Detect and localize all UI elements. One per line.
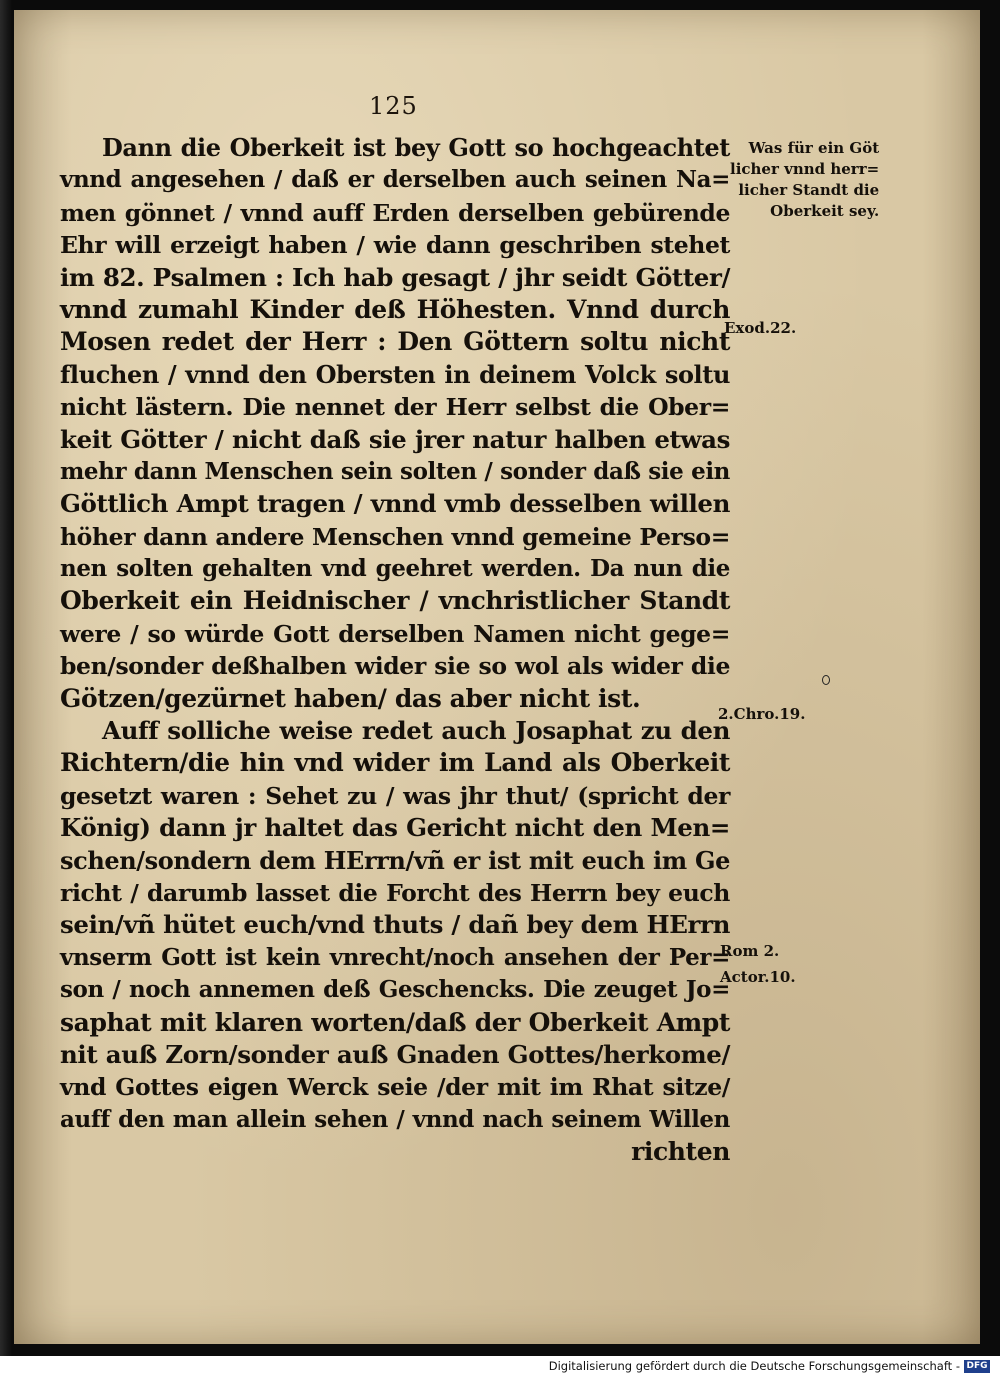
book-page [14, 10, 980, 1344]
margin-note-line: Rom 2. [720, 942, 780, 960]
body-text [60, 132, 730, 1169]
ink-speck [822, 675, 830, 685]
text-line: Richtern/die hin vnd wider im Land als Oberkeit [60, 748, 730, 778]
scan-edge [0, 0, 12, 1356]
text-line: richt / darumb lasset die Forcht des Herrn bey euch [60, 878, 730, 907]
text-line: son / noch annemen deß Geschencks. Die zeuget Jo= [60, 976, 730, 1004]
text-line: nen solten gehalten vnd geehret werden. Da nun die [60, 555, 730, 583]
text-line: vnserm Gott ist kein vnrecht/noch ansehen der Per= [60, 943, 730, 971]
margin-note-rom [720, 938, 796, 990]
text-line: vnnd zumahl Kinder deß Höhesten. Vnnd durch [60, 294, 730, 324]
text-line: vnd Gottes eigen Werck seie /der mit im Rhat sitze/ [60, 1073, 730, 1102]
margin-note-line: Oberkeit sey. [770, 202, 880, 220]
margin-note-standt [730, 138, 879, 222]
text-line: Oberkeit ein Heidnischer / vnchristlicher Standt [60, 586, 730, 616]
text-line: saphat mit klaren worten/daß der Oberkeit Ampt [60, 1007, 730, 1037]
margin-note-line: licher vnnd herr= [730, 160, 880, 178]
text-line: fluchen / vnnd den Obersten in deinem Volck soltu [60, 359, 730, 389]
text-line: men gönnet / vnnd auff Erden derselben gebürende [60, 198, 730, 227]
text-line: ben/sonder deßhalben wider sie so wol als wider die [60, 652, 730, 681]
text-line: vnnd angesehen / daß er derselben auch seinen Na= [60, 166, 730, 194]
text-line: Göttlich Ampt tragen / vnnd vmb desselben willen [60, 489, 730, 519]
text-line: höher dann andere Menschen vnnd gemeine Perso= [60, 522, 730, 551]
text-line: schen/sondern dem HErrn/vñ er ist mit euch im Ge [60, 845, 730, 875]
text-line: König) dann jr haltet das Gericht nicht den Men= [60, 813, 730, 843]
dfg-logo: DFG [964, 1360, 990, 1373]
text-line: sein/vñ hütet euch/vnd thuts / dañ bey dem HErrn [60, 910, 730, 940]
text-line: nicht lästern. Die nennet der Herr selbst die Ober= [60, 393, 730, 422]
text-line: Ehr will erzeigt haben / wie dann geschriben stehet [60, 231, 730, 260]
margin-note-exod: Exod.22. [724, 319, 797, 337]
page-number: 125 [369, 92, 418, 120]
text-line: gesetzt waren : Sehet zu / was jhr thut/ (spricht der [60, 781, 730, 810]
text-line: mehr dann Menschen sein solten / sonder daß sie ein [60, 457, 730, 485]
margin-note-line: Actor.10. [720, 968, 796, 986]
text-line: Mosen redet der Herr : Den Göttern soltu nicht [60, 327, 730, 357]
text-line: im 82. Psalmen : Ich hab gesagt / jhr seidt Götter/ [60, 262, 730, 292]
margin-note-line: licher Standt die [738, 181, 880, 199]
text-line: Auff solliche weise redet auch Josaphat zu den [102, 716, 730, 746]
margin-note-line: Was für ein Göt [748, 139, 880, 157]
text-line: keit Götter / nicht daß sie jrer natur halben etwas [60, 424, 730, 454]
text-line: were / so würde Gott derselben Namen nicht gege= [60, 619, 730, 648]
digitization-credit: Digitalisierung gefördert durch die Deutsche Forschungsgemeinschaft - [548, 1359, 960, 1373]
margin-note-chro: 2.Chro.19. [718, 705, 806, 723]
text-line: nit auß Zorn/sonder auß Gnaden Gottes/herkome/ [60, 1039, 730, 1069]
text-line: auff den man allein sehen / vnnd nach seinem Willen [60, 1105, 730, 1133]
catchword: richten [631, 1137, 730, 1167]
text-line: Götzen/gezürnet haben/ das aber nicht ist. [60, 683, 641, 713]
text-line: Dann die Oberkeit ist bey Gott so hochgeachtet [102, 133, 730, 162]
